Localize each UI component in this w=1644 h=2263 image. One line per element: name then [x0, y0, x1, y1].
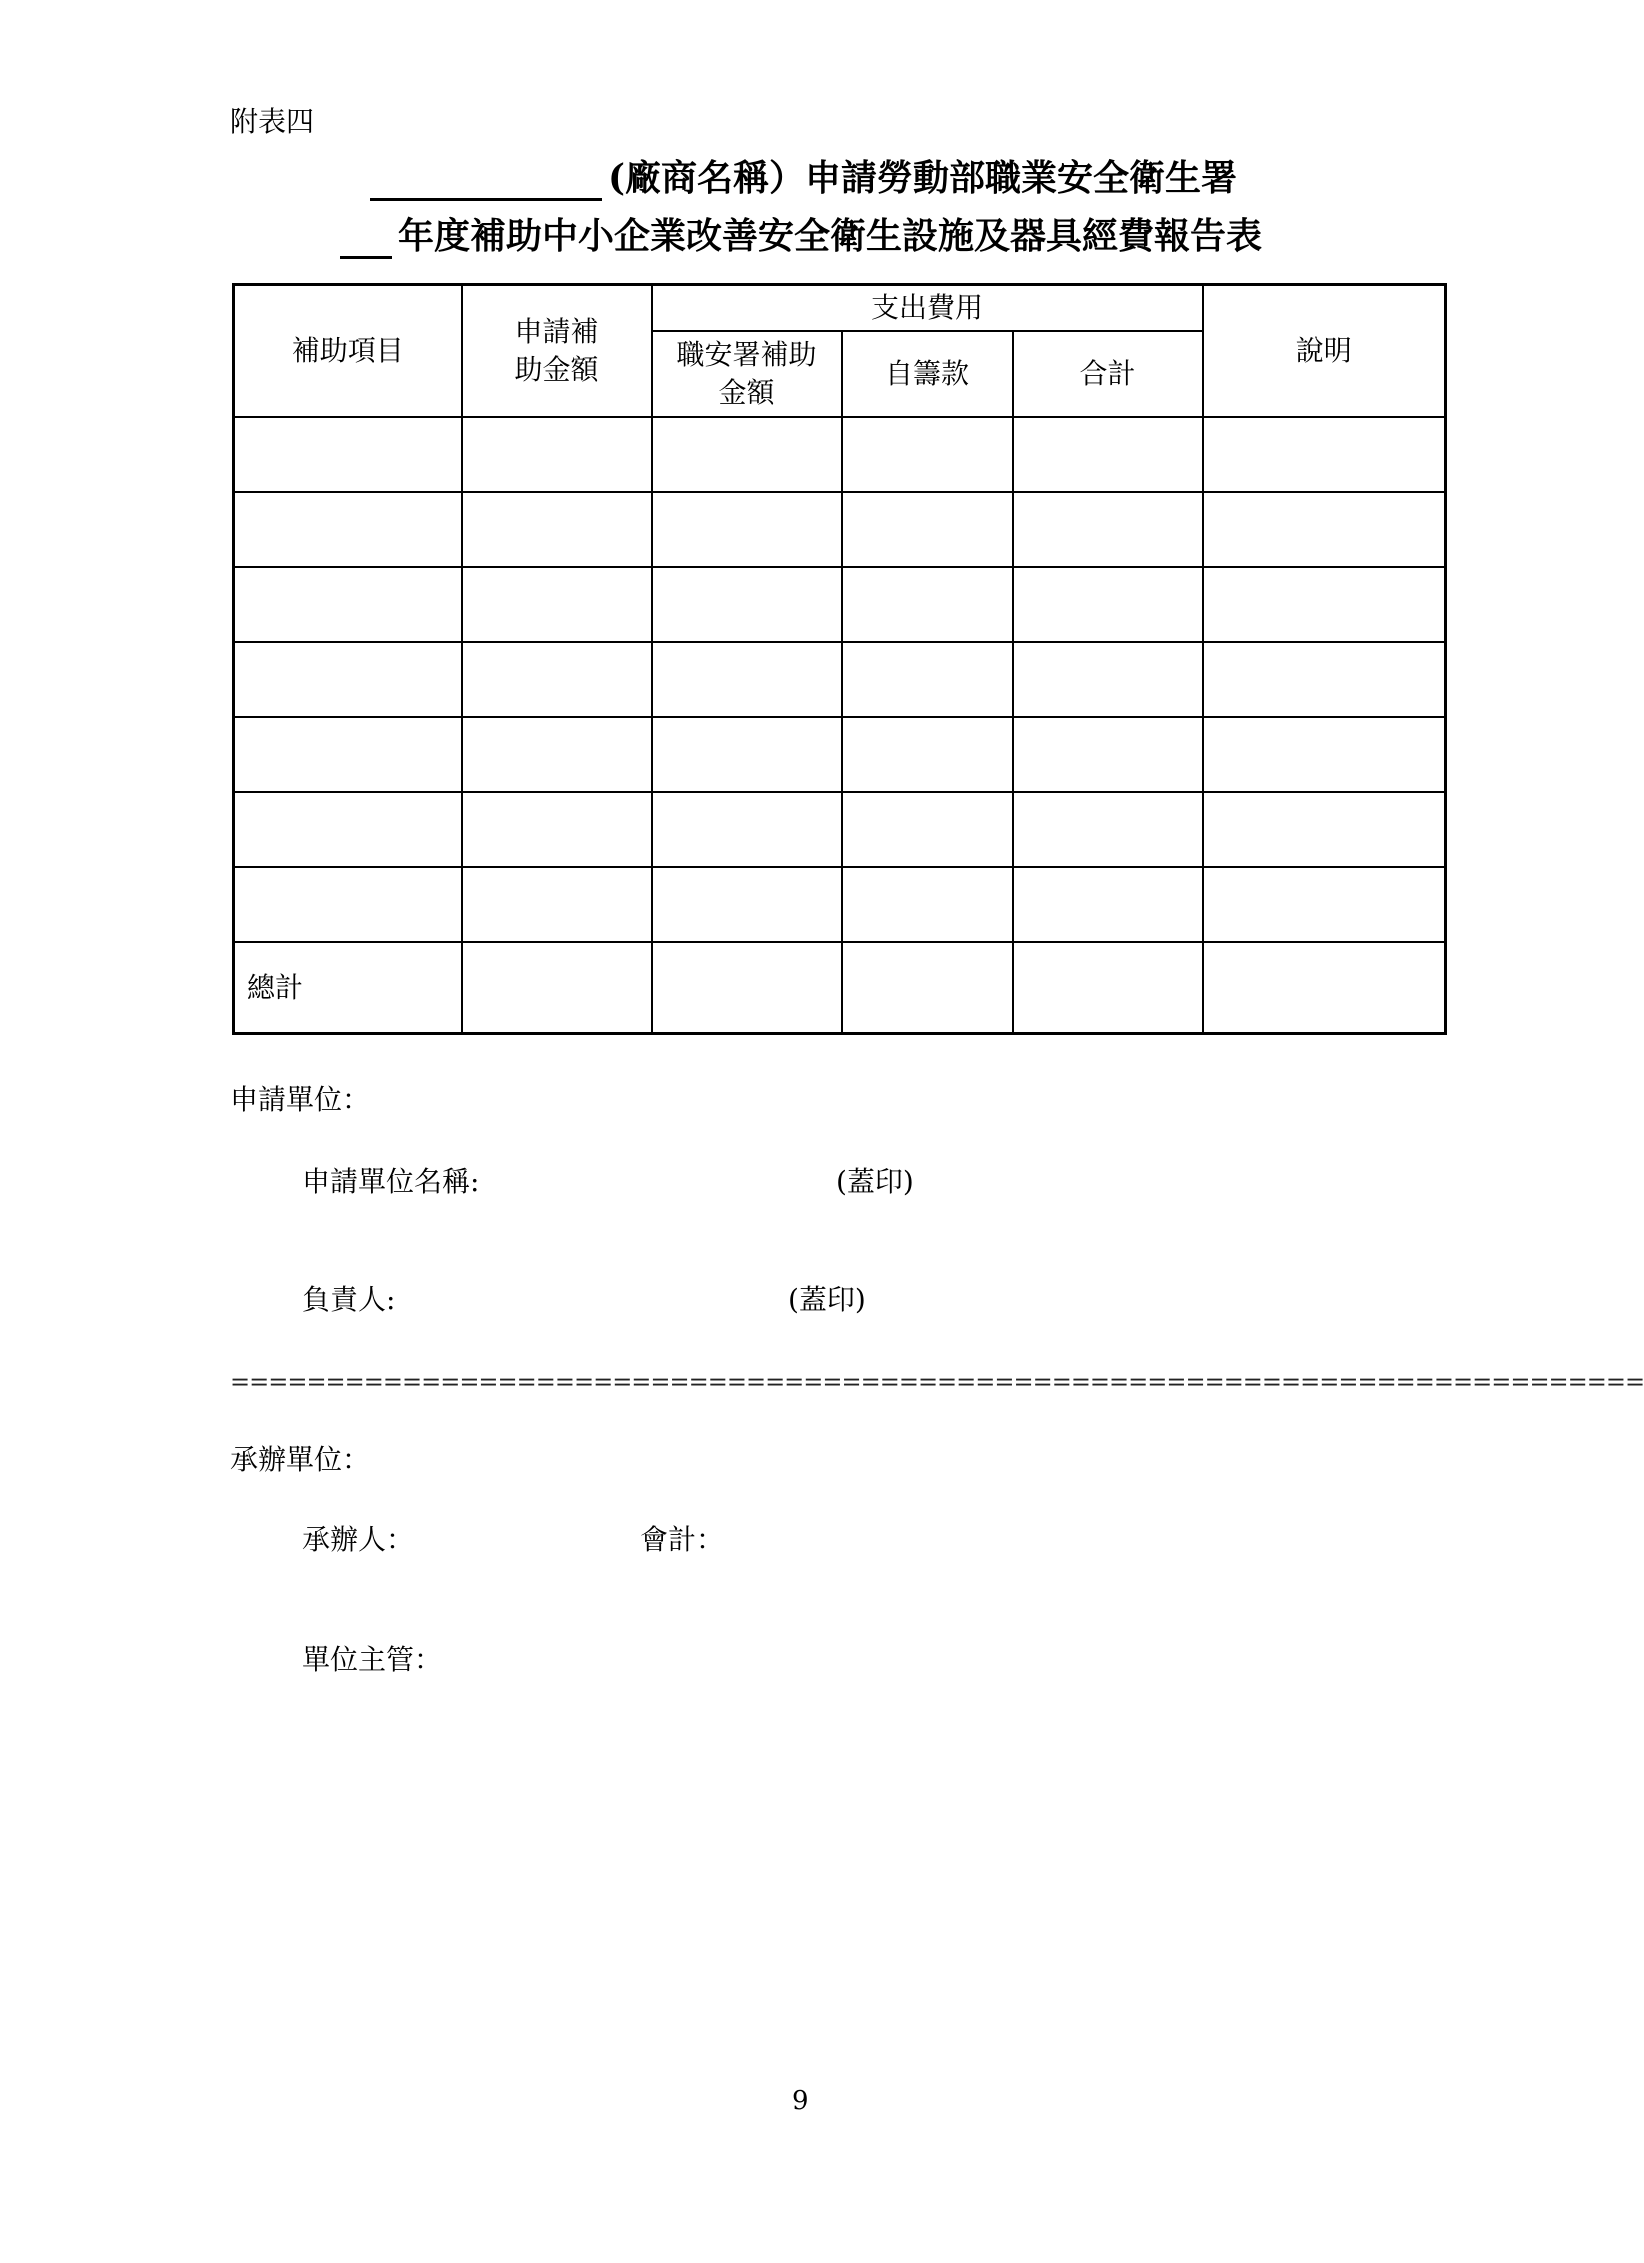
- table-cell[interactable]: [1203, 567, 1446, 642]
- header-apply-amount-line-1: 申請補: [514, 315, 599, 348]
- header-osha-subsidy-line-1: 職安署補助: [676, 338, 817, 371]
- table-row: [234, 717, 1446, 792]
- total-cell[interactable]: [1203, 942, 1446, 1034]
- table-cell[interactable]: [1013, 867, 1203, 942]
- table-cell[interactable]: [462, 492, 652, 567]
- table-cell[interactable]: [1013, 567, 1203, 642]
- total-cell[interactable]: [1013, 942, 1203, 1034]
- form-title-line-1: [370, 150, 1237, 201]
- table-cell[interactable]: [462, 642, 652, 717]
- company-name-blank[interactable]: [370, 162, 602, 201]
- title-line-1-text: (廠商名稱）申請勞動部職業安全衛生署: [608, 157, 1238, 199]
- table-cell[interactable]: [1013, 717, 1203, 792]
- total-cell[interactable]: [652, 942, 842, 1034]
- header-subtotal: 合計: [1013, 331, 1203, 417]
- header-notes: 說明: [1203, 285, 1446, 418]
- table-cell[interactable]: [234, 567, 462, 642]
- form-title-line-2: [340, 208, 1262, 259]
- table-cell[interactable]: [842, 867, 1013, 942]
- table-cell[interactable]: [234, 717, 462, 792]
- table-cell[interactable]: [1203, 717, 1446, 792]
- table-cell[interactable]: [462, 792, 652, 867]
- table-cell[interactable]: [462, 417, 652, 492]
- table-row: [234, 642, 1446, 717]
- header-apply-amount: [462, 285, 652, 418]
- header-osha-subsidy-line-2: 金額: [718, 376, 775, 409]
- table-cell[interactable]: [1203, 417, 1446, 492]
- table-cell[interactable]: [1013, 492, 1203, 567]
- table-total-row: [234, 942, 1446, 1034]
- header-apply-amount-line-2: 助金額: [514, 353, 599, 386]
- total-cell[interactable]: [462, 942, 652, 1034]
- handler-person-label: 承辦人：: [302, 1523, 415, 1556]
- table-cell[interactable]: [1013, 417, 1203, 492]
- table-header-row: [234, 285, 1446, 332]
- table-cell[interactable]: [462, 717, 652, 792]
- table-cell[interactable]: [842, 717, 1013, 792]
- table-row: [234, 417, 1446, 492]
- table-cell[interactable]: [1203, 492, 1446, 567]
- title-line-2-text: 年度補助中小企業改善安全衛生設施及器具經費報告表: [398, 215, 1263, 257]
- table-cell[interactable]: [842, 567, 1013, 642]
- table-cell[interactable]: [1203, 642, 1446, 717]
- table-cell[interactable]: [1203, 792, 1446, 867]
- header-osha-subsidy: [652, 331, 842, 417]
- responsible-person-label: 負責人:: [302, 1283, 396, 1316]
- year-blank[interactable]: [340, 220, 392, 259]
- table-cell[interactable]: [652, 867, 842, 942]
- table-row: [234, 492, 1446, 567]
- header-subsidy-item: 補助項目: [234, 285, 462, 418]
- page-number: 9: [792, 2086, 809, 2116]
- table-cell[interactable]: [234, 792, 462, 867]
- applicant-unit-seal: (蓋印): [836, 1165, 914, 1198]
- table-row: [234, 567, 1446, 642]
- table-cell[interactable]: [652, 642, 842, 717]
- table-cell[interactable]: [1013, 792, 1203, 867]
- header-expense-group: 支出費用: [652, 285, 1203, 332]
- total-label: 總計: [234, 942, 462, 1034]
- table-row: [234, 792, 1446, 867]
- table-cell[interactable]: [652, 567, 842, 642]
- expense-report-table: [232, 283, 1447, 1035]
- table-cell[interactable]: [652, 492, 842, 567]
- responsible-person-seal: (蓋印): [788, 1283, 866, 1316]
- applicant-unit-name-label: 申請單位名稱:: [302, 1165, 480, 1198]
- table-cell[interactable]: [652, 717, 842, 792]
- table-cell[interactable]: [652, 792, 842, 867]
- table-cell[interactable]: [462, 867, 652, 942]
- table-cell[interactable]: [234, 867, 462, 942]
- applicant-section-label: 申請單位：: [230, 1083, 371, 1116]
- table-cell[interactable]: [842, 492, 1013, 567]
- table-cell[interactable]: [234, 417, 462, 492]
- total-cell[interactable]: [842, 942, 1013, 1034]
- table-cell[interactable]: [842, 417, 1013, 492]
- table-cell[interactable]: [1203, 867, 1446, 942]
- table-row: [234, 867, 1446, 942]
- appendix-label: 附表四: [230, 105, 315, 138]
- supervisor-label: 單位主管：: [302, 1643, 443, 1676]
- header-self-funded: 自籌款: [842, 331, 1013, 417]
- table-cell[interactable]: [842, 792, 1013, 867]
- table-cell[interactable]: [462, 567, 652, 642]
- table-cell[interactable]: [234, 642, 462, 717]
- accounting-label: 會計：: [640, 1523, 725, 1556]
- table-cell[interactable]: [842, 642, 1013, 717]
- table-cell[interactable]: [234, 492, 462, 567]
- section-separator: ==========================================================================: [230, 1368, 1644, 1396]
- table-cell[interactable]: [652, 417, 842, 492]
- table-cell[interactable]: [1013, 642, 1203, 717]
- handler-section-label: 承辦單位：: [230, 1443, 371, 1476]
